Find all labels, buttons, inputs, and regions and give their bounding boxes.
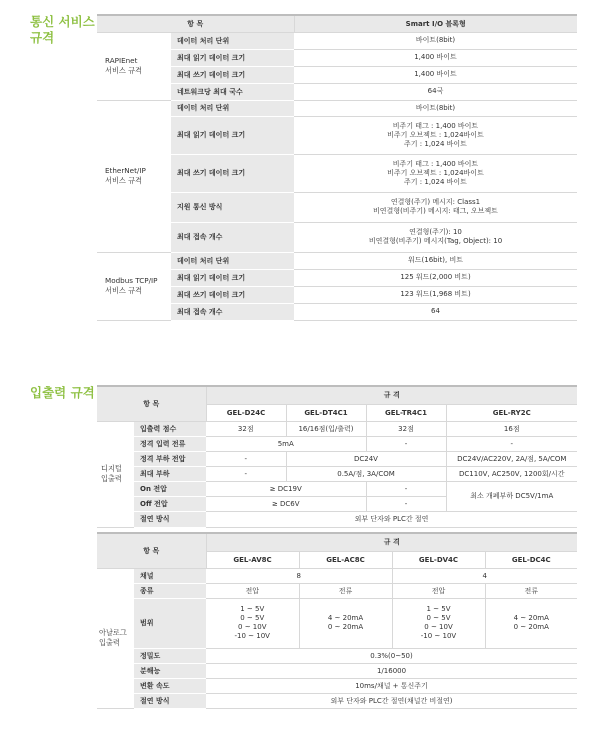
ry2c-points: 16점 — [446, 421, 577, 436]
analog-resolution-item: 분해능 — [134, 663, 206, 678]
rapienet-item: 데이터 처리 단위 — [171, 32, 294, 49]
d24c-maxload: - — [206, 466, 286, 481]
ac8c-range: 4 ~ 20mA 0 ~ 20mA — [299, 598, 392, 648]
model-gel-av8c: GEL-AV8C — [206, 551, 299, 568]
output-channels-value: 4 — [392, 568, 577, 583]
modbus-item: 최대 쓰기 데이터 크기 — [171, 286, 294, 303]
load-voltage-value: DC24V — [286, 451, 446, 466]
digital-voltage-item: 정격 부하 전압 — [134, 451, 206, 466]
digital-insulation-item: 절연 방식 — [134, 511, 206, 527]
resolution-value: 1/16000 — [206, 663, 577, 678]
modbus-item: 최대 읽기 데이터 크기 — [171, 269, 294, 286]
tr4c1-off: - — [366, 496, 446, 511]
dv4c-type: 전압 — [392, 583, 485, 598]
model-gel-d24c: GEL-D24C — [206, 404, 286, 421]
comm-spec-table — [97, 14, 577, 321]
rapienet-value: 1,400 바이트 — [294, 66, 577, 83]
rapienet-item: 최대 쓰기 데이터 크기 — [171, 66, 294, 83]
rapienet-item: 네트워크당 최대 국수 — [171, 83, 294, 100]
model-gel-tr4c1: GEL-TR4C1 — [366, 404, 446, 421]
on-voltage-value: ≥ DC19V — [206, 481, 366, 496]
modbus-value: 123 워드(1,968 비트) — [294, 286, 577, 303]
ry2c-voltage: DC24V/AC220V, 2A/점, 5A/COM — [446, 451, 577, 466]
comm-header-spec: Smart I/O 블록형 — [294, 15, 577, 32]
tr4c1-points: 32점 — [366, 421, 446, 436]
ethernet-item: 지원 통신 방식 — [171, 192, 294, 222]
ethernet-value: 비주기 태그 : 1,400 바이트 비주기 오브젝트 : 1,024바이트 주기 : 1,024 바이트 — [294, 116, 577, 154]
ry2c-current: - — [446, 436, 577, 451]
av8c-range: 1 ~ 5V 0 ~ 5V 0 ~ 10V -10 ~ 10V — [206, 598, 299, 648]
digital-off-item: Off 전압 — [134, 496, 206, 511]
ethernet-value: 연결형(주기): 10 비연결형(비주기) 메시지(Tag, Object): 10 — [294, 222, 577, 252]
model-gel-ry2c: GEL-RY2C — [446, 404, 577, 421]
analog-accuracy-item: 정밀도 — [134, 648, 206, 663]
ethernet-item: 최대 쓰기 데이터 크기 — [171, 154, 294, 192]
modbus-item: 최대 접속 개수 — [171, 303, 294, 320]
dc4c-type: 전류 — [485, 583, 577, 598]
tr4c1-current: - — [366, 436, 446, 451]
digital-maxload-item: 최대 부하 — [134, 466, 206, 481]
tr4c1-on: - — [366, 481, 446, 496]
analog-channels-item: 채널 — [134, 568, 206, 583]
input-channels-value: 8 — [206, 568, 392, 583]
rapienet-item: 최대 읽기 데이터 크기 — [171, 49, 294, 66]
ethernet-item: 최대 접속 개수 — [171, 222, 294, 252]
comm-section-title: 통신 서비스 규격 — [30, 14, 95, 45]
dt4c1-points: 16/16점(입/출력) — [286, 421, 366, 436]
ethernet-item: 최대 읽기 데이터 크기 — [171, 116, 294, 154]
rapienet-value: 64국 — [294, 83, 577, 100]
analog-io-table — [97, 532, 577, 709]
max-load-value: 0.5A/점, 3A/COM — [286, 466, 446, 481]
io-section-title: 입출력 규격 — [30, 385, 95, 400]
digital-insulation-value: 외부 단자와 PLC간 절연 — [206, 511, 577, 527]
model-gel-dv4c: GEL-DV4C — [392, 551, 485, 568]
digital-points-item: 입출력 점수 — [134, 421, 206, 436]
ethernet-value: 연결형(주기) 메시지: Class1 비연결형(비주기) 메시지: 태그, 오브젝트 — [294, 192, 577, 222]
analog-insulation-value: 외부 단자와 PLC간 절연(채널간 비절연) — [206, 693, 577, 708]
digital-on-item: On 전압 — [134, 481, 206, 496]
d24c-voltage: - — [206, 451, 286, 466]
digital-header-spec: 규 격 — [206, 386, 577, 404]
modbus-value: 64 — [294, 303, 577, 320]
ethernet-value: 비주기 태그 : 1,400 바이트 비주기 오브젝트 : 1,024바이트 주기 : 1,024 바이트 — [294, 154, 577, 192]
analog-type-item: 종류 — [134, 583, 206, 598]
analog-range-item: 범위 — [134, 598, 206, 648]
modbus-group: Modbus TCP/IP 서비스 규격 — [97, 252, 171, 320]
ry2c-maxload: DC110V, AC250V, 1200회/시간 — [446, 466, 577, 481]
modbus-item: 데이터 처리 단위 — [171, 252, 294, 269]
digital-header-item: 항 목 — [97, 386, 206, 421]
ac8c-type: 전류 — [299, 583, 392, 598]
digital-io-table — [97, 385, 577, 528]
dc4c-range: 4 ~ 20mA 0 ~ 20mA — [485, 598, 577, 648]
rapienet-group: RAPIEnet 서비스 규격 — [97, 32, 171, 100]
rapienet-value: 1,400 바이트 — [294, 49, 577, 66]
rapienet-value: 바이트(8bit) — [294, 32, 577, 49]
av8c-type: 전압 — [206, 583, 299, 598]
accuracy-value: 0.3%(0~50) — [206, 648, 577, 663]
conversion-speed-value: 10ms/채널 + 통신주기 — [206, 678, 577, 693]
ethernet-item: 데이터 처리 단위 — [171, 100, 294, 116]
dv4c-range: 1 ~ 5V 0 ~ 5V 0 ~ 10V -10 ~ 10V — [392, 598, 485, 648]
model-gel-dc4c: GEL-DC4C — [485, 551, 577, 568]
digital-current-item: 정격 입력 전류 — [134, 436, 206, 451]
analog-group: 아날로그 입출력 — [97, 568, 134, 708]
d24c-points: 32점 — [206, 421, 286, 436]
off-voltage-value: ≥ DC6V — [206, 496, 366, 511]
input-current-value: 5mA — [206, 436, 366, 451]
model-gel-ac8c: GEL-AC8C — [299, 551, 392, 568]
analog-conversion-item: 변환 속도 — [134, 678, 206, 693]
modbus-value: 125 워드(2,000 비트) — [294, 269, 577, 286]
analog-header-spec: 규 격 — [206, 533, 577, 551]
analog-header-item: 항 목 — [97, 533, 206, 568]
model-gel-dt4c1: GEL-DT4C1 — [286, 404, 366, 421]
analog-insulation-item: 절연 방식 — [134, 693, 206, 708]
comm-header-item: 항 목 — [97, 15, 294, 32]
ethernet-group: EtherNet/IP 서비스 규격 — [97, 100, 171, 252]
digital-group: 디지털 입출력 — [97, 421, 134, 527]
ethernet-value: 바이트(8bit) — [294, 100, 577, 116]
min-switch-load: 최소 개폐부하 DC5V/1mA — [446, 481, 577, 511]
modbus-value: 워드(16bit), 비트 — [294, 252, 577, 269]
